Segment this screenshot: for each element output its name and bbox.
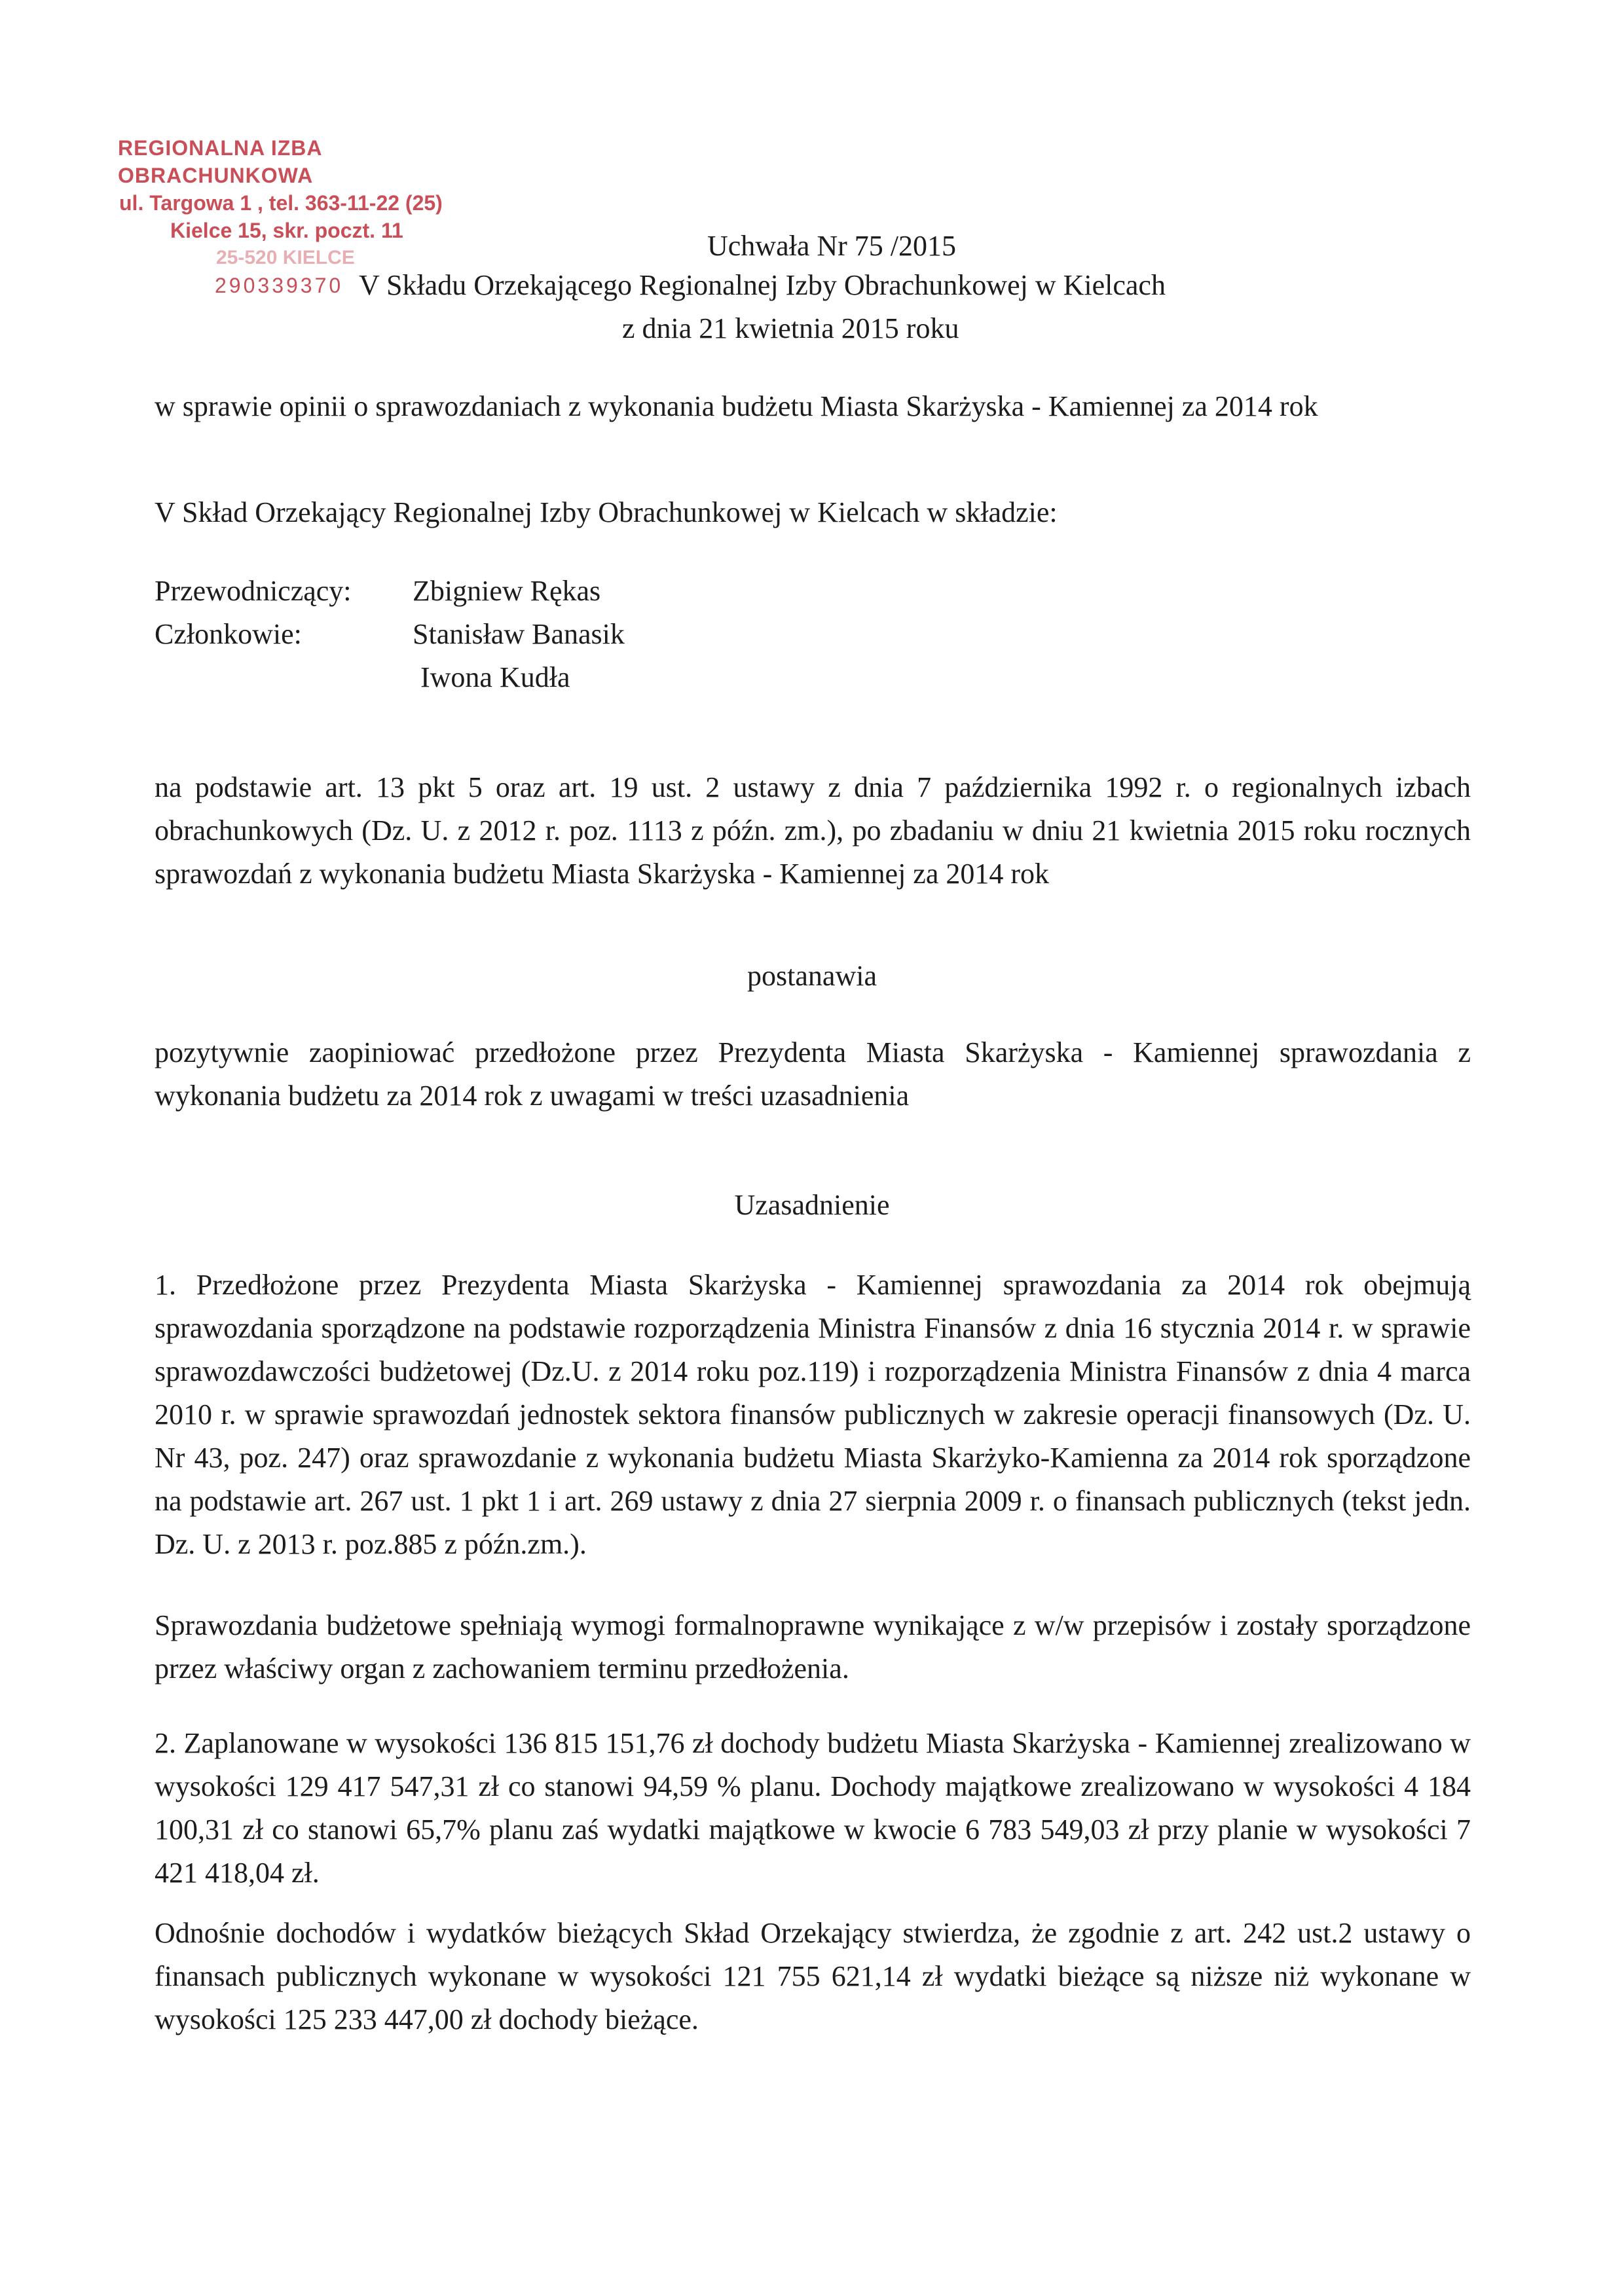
composition-intro: V Skład Orzekający Regionalnej Izby Obrachunkowej w Kielcach w składzie: — [155, 496, 1058, 528]
chair-name: Zbigniew Rękas — [413, 575, 601, 607]
decides-heading: postanawia — [747, 960, 877, 992]
justification-point-2: 2. Zaplanowane w wysokości 136 815 151,76 zł dochody budżetu Miasta Skarżyska - Kamiennej zrealizowano w wysokości 129 417 547,31 zł co stanowi 94,59 % planu. Dochody majątkowe zrealizowano w wysokości 4 184 100,31 zł co stanowi 65,7% planu zaś wydatki majątkowe w kwocie 6 783 549,03 zł przy planie w wysokości 7 421 418,04 zł. — [155, 1727, 1471, 1889]
justification-point-1: 1. Przedłożone przez Prezydenta Miasta Skarżyska - Kamiennej sprawozdania za 2014 rok obejmują sprawozdania sporządzone na podstawie rozporządzenia Ministra Finansów z dnia 16 stycznia 2014 r. w sprawie sprawozdawczości budżetowej (Dz.U. z 2014 roku poz.119) i rozporządzenia Ministra Finansów z dnia 4 marca 2010 r. w sprawie sprawozdań jednostek sektora finansów publicznych w zakresie operacji finansowych (Dz. U. Nr 43, poz. 247) oraz sprawozdanie z wykonania budżetu Miasta Skarżyko-Kamienna za 2014 rok sporządzone na podstawie art. 267 ust. 1 pkt 1 i art. 269 ustawy z dnia 27 sierpnia 2009 r. o finansach publicznych (tekst jedn. Dz. U. z 2013 r. poz.885 z późn.zm.). — [155, 1269, 1471, 1560]
formal-requirements: Sprawozdania budżetowe spełniają wymogi formalnoprawne wynikające z w/w przepisów i zostały sporządzone przez właściwy organ z zachowaniem terminu przedłożenia. — [155, 1609, 1471, 1685]
resolution-title: Uchwała Nr 75 /2015 — [707, 230, 957, 262]
resolution-date: z dnia 21 kwietnia 2015 roku — [622, 312, 959, 344]
chair-label: Przewodniczący: — [155, 575, 352, 607]
legal-basis: na podstawie art. 13 pkt 5 oraz art. 19 ust. 2 ustawy z dnia 7 października 1992 r. o regionalnych izbach obrachunkowych (Dz. U. z 2012 r. poz. 1113 z późn. zm.), po zbadaniu w dniu 21 kwietnia 2015 roku rocznych sprawozdań z wykonania budżetu Miasta Skarżyska - Kamiennej za 2014 rok — [155, 771, 1471, 890]
resolution-subject: w sprawie opinii o sprawozdaniach z wykonania budżetu Miasta Skarżyska - Kamiennej za 2014 rok — [155, 390, 1318, 422]
issuing-body: V Składu Orzekającego Regionalnej Izby Obrachunkowej w Kielcach — [359, 269, 1166, 301]
current-items-finding: Odnośnie dochodów i wydatków bieżących Skład Orzekający stwierdza, że zgodnie z art. 242 ust.2 ustawy o finansach publicznych wykonane w wysokości 121 755 621,14 zł wydatki bieżące są niższe niż wykonane w wysokości 125 233 447,00 zł dochody bieżące. — [155, 1917, 1471, 2035]
panel-members — [155, 570, 625, 699]
member-name: Iwona Kudła — [420, 661, 570, 693]
members-label: Członkowie: — [155, 618, 302, 650]
stamp-line: ul. Targowa 1 , tel. 363-11-22 (25) — [119, 191, 443, 215]
stamp-line: Kielce 15, skr. poczt. 11 — [170, 219, 403, 242]
stamp-line: 25-520 KIELCE — [216, 247, 355, 268]
member-name: Stanisław Banasik — [413, 618, 625, 650]
decision-text: pozytywnie zaopiniować przedłożone przez Prezydenta Miasta Skarżyska - Kamiennej sprawozdania z wykonania budżetu za 2014 rok z uwagami w treści uzasadnienia — [155, 1036, 1471, 1112]
stamp-line: REGIONALNA IZBA OBRACHUNKOWA — [118, 136, 322, 187]
justification-heading: Uzasadnienie — [734, 1189, 890, 1221]
stamp-regon: 290339370 — [215, 274, 344, 297]
